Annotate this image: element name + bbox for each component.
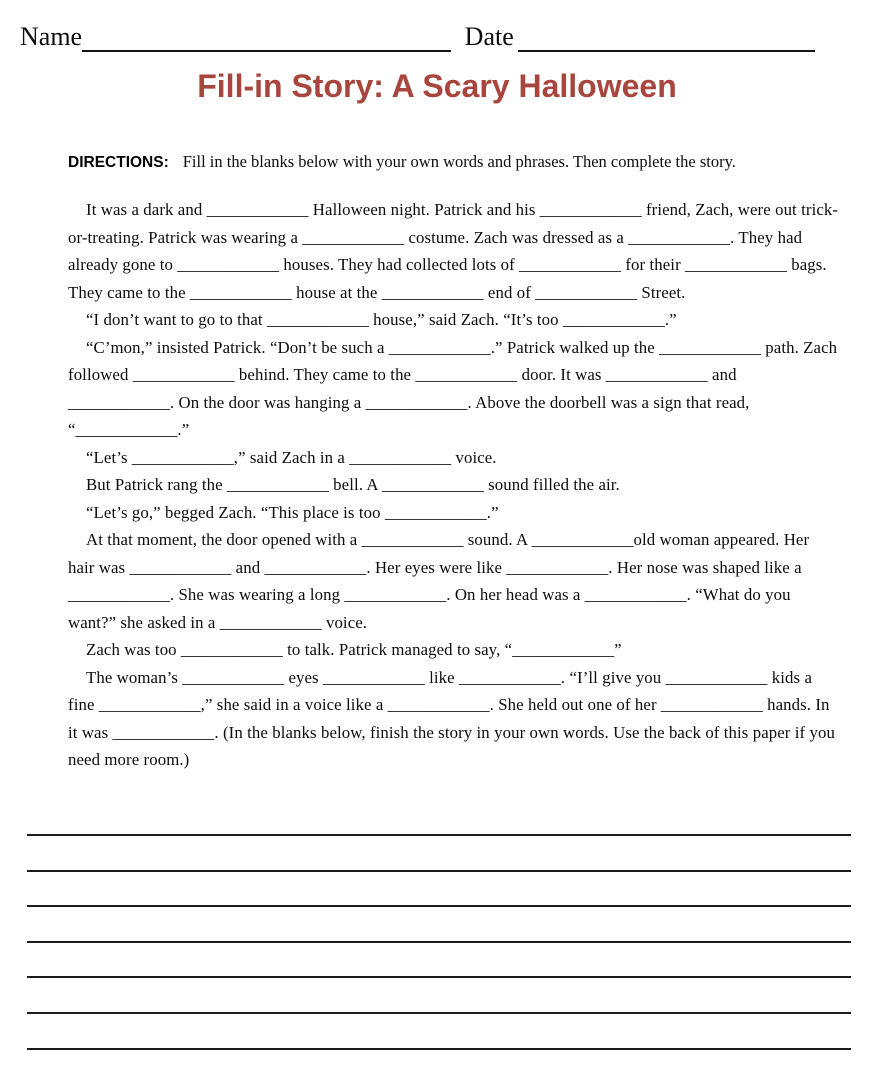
date-write-line — [518, 25, 815, 52]
story-paragraph: It was a dark and ____________ Halloween night. Patrick and his ____________ friend, Zach, were out trick-or-treating. Patrick was wearing a ____________ costume. Zach was dressed as a ____________. They had already gone to ____________ houses. They had collected lots of ____________ for their ____________ bags. They came to the ____________ house at the ____________ end of ____________ Street. — [68, 200, 839, 302]
name-date-header — [20, 22, 815, 52]
answer-write-line — [27, 1048, 851, 1050]
answer-write-line — [27, 834, 851, 836]
answer-write-line — [27, 1012, 851, 1014]
answer-write-line — [27, 941, 851, 943]
answer-write-line — [27, 870, 851, 872]
page-title: Fill-in Story: A Scary Halloween — [197, 68, 677, 104]
answer-write-line — [27, 905, 851, 907]
story-paragraph: The woman’s ____________ eyes ____________ like ____________. “I’ll give you ____________ kids a fine ____________,” she said in a voice like a ____________. She held out one of her ____________ hands. In it was ____________. (In the blanks below, finish the story in your own words. Use the back of this paper if you need more room.) — [68, 667, 836, 769]
date-label: Date — [464, 22, 514, 51]
story-paragraph: Zach was too ____________ to talk. Patrick managed to say, “____________” — [86, 640, 622, 659]
story-paragraph: “C’mon,” insisted Patrick. “Don’t be such a ____________.” Patrick walked up the ____________ path. Zach followed ____________ behind. They came to the ____________ door. It was ____________ and ____________. On the door was hanging a ____________. Above the doorbell was a sign that read, “____________.” — [68, 337, 838, 439]
story-paragraph: “Let’s ____________,” said Zach in a ____________ voice. — [86, 447, 497, 467]
directions — [68, 152, 838, 172]
name-write-line — [82, 25, 451, 52]
answer-write-line — [27, 976, 851, 978]
directions-label: DIRECTIONS: — [68, 154, 169, 171]
story-paragraph: But Patrick rang the ____________ bell. A ____________ sound filled the air. — [86, 475, 620, 494]
story-paragraph: “I don’t want to go to that ____________ house,” said Zach. “It’s too ____________.” — [86, 310, 677, 329]
story-paragraph: At that moment, the door opened with a ____________ sound. A ____________old woman appeared. Her hair was ____________ and ____________. Her eyes were like ____________. Her nose was shaped like a ____________. She was wearing a long ____________. On her head was a ____________. “What do you want?” she asked in a ____________ voice. — [68, 530, 810, 632]
directions-text: Fill in the blanks below with your own words and phrases. Then complete the story. — [182, 152, 736, 171]
answer-lines-section — [27, 834, 851, 1080]
story-paragraph: “Let’s go,” begged Zach. “This place is too ____________.” — [86, 502, 499, 522]
name-label: Name — [20, 22, 83, 51]
story-body — [68, 196, 839, 774]
